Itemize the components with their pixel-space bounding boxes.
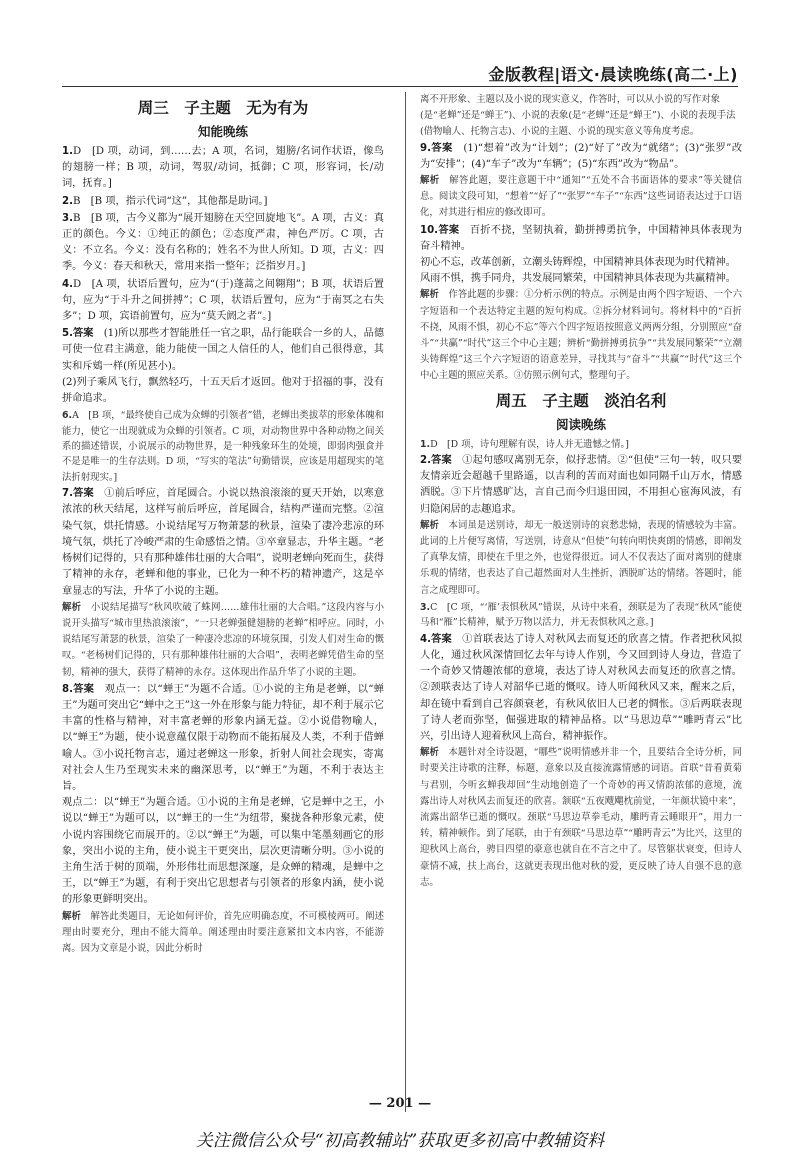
item-text: C [C 项，“‘雁’表惧秋风”错误，从诗中来看，颈联是为了表现“秋风”能使马和“雁”长精神，赋予万物以活力，并无表惧秋风之意。] bbox=[420, 601, 742, 629]
item-text: B [B 项，古今义都为“展开翅膀在天空回旋地飞”。A 项，古义：真正的颜色。今义：①纯正的颜色；②态度严肃，神色严厉。C 项，古义：不立名。今义：没有名称的；姓名不为世人所知。D 项，古义：四季。今义：春天和秋天，常用来指一整年；泛指岁月。] bbox=[62, 212, 384, 273]
item-number: 10. bbox=[420, 224, 439, 236]
item-number: 9. bbox=[420, 142, 431, 154]
left-column bbox=[62, 92, 384, 1112]
analysis-block bbox=[420, 518, 742, 599]
answer-label: 答案 bbox=[72, 488, 94, 500]
analysis-block bbox=[420, 287, 742, 384]
section-title-fri: 周五 子主题 淡泊名利 bbox=[495, 391, 667, 410]
analysis-text: 作答此题的步骤：①分析示例的特点。示例是由两个四字短语、一个六字短语和一个表达特定主题的短句构成。②拆分材料词句。将材料中的“百折不挠，风雨不惧，初心不忘”等六个四字短语按照意义两两分组，分别照应“奋斗”“共赢”“时代”这三个中心主题；辨析“勤拼搏勇抗争”“共发展同繁荣”“立潮头铸辉煌”这三个六字短语的语意差异，寻找其与“奋斗”“共赢”“时代”这三个中心主题的照应关系。③仿照示例句式，整理句子。 bbox=[420, 289, 742, 382]
column-divider bbox=[405, 92, 406, 1112]
answer-item-4 bbox=[62, 277, 384, 326]
answer-label: 答案 bbox=[72, 683, 95, 695]
analysis-block bbox=[62, 600, 384, 681]
analysis-label: 解析 bbox=[420, 289, 439, 301]
answer-label: 答案 bbox=[430, 633, 452, 645]
analysis-block bbox=[62, 909, 384, 958]
header-rule bbox=[62, 86, 738, 87]
answer-item-r4 bbox=[420, 632, 742, 891]
translation-1: (1)所以那些才智能胜任一官之职，品行能联合一乡的人，品德可使一位君主满意，能力能使一国之人信任的人，他们自己很得意，其实和斥鴳一样(所见甚小)。 bbox=[62, 328, 384, 372]
item-number: 3. bbox=[62, 212, 73, 224]
footer-promo-text: 关注微信公众号“初高教辅站”获取更多初高中教辅资料 bbox=[195, 1131, 605, 1151]
item-text: D [A 项，状语后置句，应为“(于)蓬蒿之间翱翔”；B 项，状语后置句，应为“于斗升之间拼搏”；C 项，状语后置句，应为“于南冥之右失多”；D 项，宾语前置句，应为“莫夭阏之者”。] bbox=[62, 278, 384, 323]
analysis-label: 解析 bbox=[420, 519, 439, 531]
right-column bbox=[420, 92, 742, 1112]
item-number: 1. bbox=[62, 146, 73, 157]
answer-item-7 bbox=[62, 486, 384, 680]
page-number: — 201 — bbox=[368, 1096, 432, 1111]
item-number: 5. bbox=[62, 328, 73, 340]
translation-2: (2)列子乘风飞行，飘然轻巧，十五天后才返回。他对于招福的事，没有拼命追求。 bbox=[62, 376, 384, 405]
analysis-label: 解析 bbox=[420, 175, 440, 187]
item-number: 4. bbox=[420, 633, 431, 645]
answer-label: 答案 bbox=[438, 224, 460, 236]
answer-item-r2 bbox=[420, 453, 742, 599]
answer-text: ①首联表达了诗人对秋风去而复还的欣喜之情。作者把秋风拟人化，通过秋风深情回忆去年与诗人作别，今又回到诗人身边，营造了一个奇妙又情趣浓郁的意境，表达了诗人对秋风去而复还的欣喜之情。②颈联表达了诗人对韶华已逝的慨叹。诗人听闻秋风又来，醒来之后，却在镜中看到自己容颜衰老，有秋风依旧人已老的惆怅。③后两联表现了诗人老而弥坚，倔强进取的精神品格。以“马思边草”“雕眄青云”比兴，引出诗人迎着秋风上高台，精神振作。 bbox=[420, 633, 742, 742]
subsection-title-wed: 知能晚练 bbox=[197, 124, 248, 139]
item-number: 8. bbox=[62, 683, 73, 695]
answer-item-r1 bbox=[420, 437, 742, 452]
item-text: A [B 项，“最终使自己成为众蝉的引领者”错，老蝉出类拔萃的形象体魄和能力，使它一出现就成为众蝉的引领者。C 项，对动物世界中各种动物之间关系的描述错误，小说展示的动物世界，是一种残象环生的处境，即弱肉强食并不是是唯一的生存法则。D 项，“写实的笔法”句勤错误，应该是用超现实的笔法折射现实。] bbox=[62, 410, 384, 483]
answer-item-6 bbox=[62, 408, 384, 485]
answer-item-5 bbox=[62, 326, 384, 407]
running-header: 金版教程|语文·晨读晚练(高二·上) bbox=[488, 65, 738, 84]
analysis-text: 解答此类题目，无论如何评价，首先应明确态度，不可模棱两可。阐述理由时要充分，理由不能大简单。阐述理由时要注意紧扣文本内容，不能游离。因为文章是小说，因此分析时 bbox=[62, 910, 384, 954]
answer-line-2: 初心不忘，改革创新，立潮头铸辉煌，中国精神具体表现为时代精神。 bbox=[420, 257, 736, 269]
answer-item-r3 bbox=[420, 600, 742, 631]
answer-text: ①起句感叹离别无奈，似抒悲情。②“但使”三句一转，叹只要友情亲近会超越千里路遥，以吉利的苦而对面也如同隔千山万水，情感洒脱。③下片情感旷达，言自己而今归退田园，不用担心宦海风波，有归隐闲居的志趣追求。 bbox=[420, 455, 742, 515]
analysis-text: 本题针对全诗设题，“哪些”说明情感并非一个，且要结合全诗分析，同时要关注诗歌的注释，标题，意象以及直接流露情感的词语。首联“昔看黄菊与君别，今听玄蝉我却回”生动地创造了一个奇妙的再又情韵浓郁的意境，流露出诗人对秋风去而复还的欣喜。颔联“五夜飕飗枕前觉，一年颜状镜中来”，流露出韶华已逝的慨叹。颈联“马思边草拳毛动，雕眄青云睡眼开”，用力一转，精神顿作。到了尾联，由于有颈联“马思边草”“雕眄青云”为比兴，这里的迎秋风上高台，骋目四望的豪意也就自在不言之中了。尽管躯状衰变，但诗人豪情不减，扶上高台，这就更表现出他对秋的爱，更反映了诗人自强不息的意志。 bbox=[420, 747, 742, 888]
analysis-block bbox=[420, 173, 742, 222]
viewpoint-2: 观点二：以“蝉王”为题合适。①小说的主角是老蝉，它是蝉中之王，小说以“蝉王”为题可以，以“蝉王的一生”为纽带，聚拢各种形象元素，使小说内容围绕它而展开的。②以“蝉王”为题，可以集中笔墨刻画它的形象，突出小说的主角，使小说主干更突出，层次更清晰分明。③小说的主角生活于树的顶端，外形伟壮而思想深邃，是众蝉的精魂，是蝉中之王，以“蝉王”为题，有利于突出它思想者与引领者的形象内涵，使小说的形象更鲜明突出。 bbox=[62, 797, 384, 906]
answer-label: 答案 bbox=[72, 328, 94, 340]
item-number: 1. bbox=[420, 438, 431, 450]
section-title-wed: 周三 子主题 无为有为 bbox=[137, 99, 309, 117]
answer-line-3: 风雨不惧，携手同舟，共发展同繁荣，中国精神具体表现为共赢精神。 bbox=[420, 273, 736, 285]
analysis-label: 解析 bbox=[62, 910, 81, 922]
item-number: 4. bbox=[62, 278, 73, 290]
item-text: D [D 项，诗句理解有误，诗人并无遗憾之情。] bbox=[430, 438, 629, 450]
answer-item-1 bbox=[62, 144, 384, 193]
item-number: 7. bbox=[62, 488, 73, 500]
continued-analysis: 离不开形象、主题以及小说的现实意义，作答时，可以从小说的写作对象(是“老蝉”还是“蝉王”)、小说的表象(是“老蝉”还是“蝉王”)、小说的表现手法(借物喻人、托物言志)、小说的主题、小说的现实意义等角度考虑。 bbox=[420, 94, 736, 138]
answer-label: 答案 bbox=[430, 142, 453, 154]
answer-item-2 bbox=[62, 194, 384, 210]
item-number: 2. bbox=[62, 195, 73, 207]
answer-label: 答案 bbox=[430, 455, 452, 467]
answer-line-1: 百折不挠，坚韧执着，勤拼搏勇抗争，中国精神具体表现为奋斗精神。 bbox=[420, 224, 742, 252]
answer-item-8 bbox=[62, 682, 384, 957]
answer-item-9 bbox=[420, 141, 742, 222]
analysis-text: 解答此题，要注意题干中“通知”“五处不合书面语体的要求”等关键信息。阅读文段可知，“想着”“好了”“张罗”“车子”“东西”这些词语表达过于口语化，对其进行相应的修改即可。 bbox=[420, 175, 742, 219]
item-text: D [D 项，动词，到……去；A 项，名词，翅膀/名词作状语，像鸟的翅膀一样；B 项，动词，驾驭/动词，抵御；C 项，形容词，长/动词，抚育。] bbox=[62, 146, 384, 190]
analysis-label: 解析 bbox=[62, 601, 82, 613]
analysis-text: 小说结尾描写“秋风吹破了蛛网……雄伟壮丽的大合唱。”这段内容与小说开头描写“城市里热浪滚滚”，“一只老蝉强健翅膀的老蝉”相呼应。同时，小说结尾写萧瑟的秋景，渲染了一种凄冷悲凉的环境氛围，引发人们对生命的慨叹。“老杨树们记得的，只有那种雄伟壮丽的大合唱”，表明老蝉凭借生命的坚韧，精神的强大，获得了精神的永存。这体现出作品升华了小说的主题。 bbox=[62, 601, 384, 678]
subsection-title-fri: 阅读晚练 bbox=[555, 416, 606, 432]
answer-item-10 bbox=[420, 223, 742, 385]
item-number: 6. bbox=[62, 410, 73, 422]
item-text: B [B 项，指示代词“这”，其他都是助词。] bbox=[72, 195, 268, 207]
item-number: 2. bbox=[420, 455, 431, 467]
answer-text: (1)“想着”改为“计划”；(2)“好了”改为“就绪”；(3)“张罗”改为“安排”；(4)“车子”改为“车辆”；(5)“东西”改为“物品”。 bbox=[420, 142, 742, 170]
viewpoint-1: 观点一：以“蝉王”为题不合适。①小说的主角是老蝉，以“蝉王”为题可突出它“蝉中之王”这一外在形象与能力特征，却不利于展示它丰富的性格与精神，对丰富老蝉的形象内涵无益。②小说借物喻人，以“蝉王”为题，使小说意蕴仅限于动物而不能拓展及人类，不利于借蝉喻人。③小说托物言志，通过老蝉这一形象，折射人间社会现实，寄寓对社会人生乃至现实未来的幽深思考，以“蝉王”为题，不利于表达主旨。 bbox=[62, 683, 384, 792]
analysis-block bbox=[420, 745, 742, 891]
analysis-label: 解析 bbox=[420, 747, 439, 759]
answer-item-3 bbox=[62, 211, 384, 276]
item-number: 3. bbox=[420, 601, 431, 613]
analysis-text: 本词虽是送别诗，却无一般送别诗的哀愁悲恸，表现的情感较为丰富。此词的上片便写离情，写送别，诗意从“但使”句转向明快爽朗的情感，即阐发了真挚友情，即使在千里之外，也觉得很近。词人不仅表达了面对离别的健康乐观的情绪，也表达了自己超然面对人生挫折，洒脱旷达的情绪。答题时，能言之成理即可。 bbox=[420, 519, 742, 596]
answer-text: ①前后呼应，首尾圆合。小说以热浪滚滚的夏天开始，以寒意浓浓的秋天结尾，这样写前后呼应，首尾圆合，结构严谨而完整。②渲染气氛，烘托情感。小说结尾写万物萧瑟的秋景，渲染了凄冷悲凉的环境气氛，烘托了冷峻严肃的生命感悟之情。③卒章显志，升华主题。“老杨树们记得的，只有那种雄伟壮丽的大合唱”，说明老蝉向死而生，获得了精神的永存，老蝉和他的事业，已化为一种不朽的精神遗产，这是卒章显志的写法，升华了小说的主题。 bbox=[62, 488, 384, 597]
